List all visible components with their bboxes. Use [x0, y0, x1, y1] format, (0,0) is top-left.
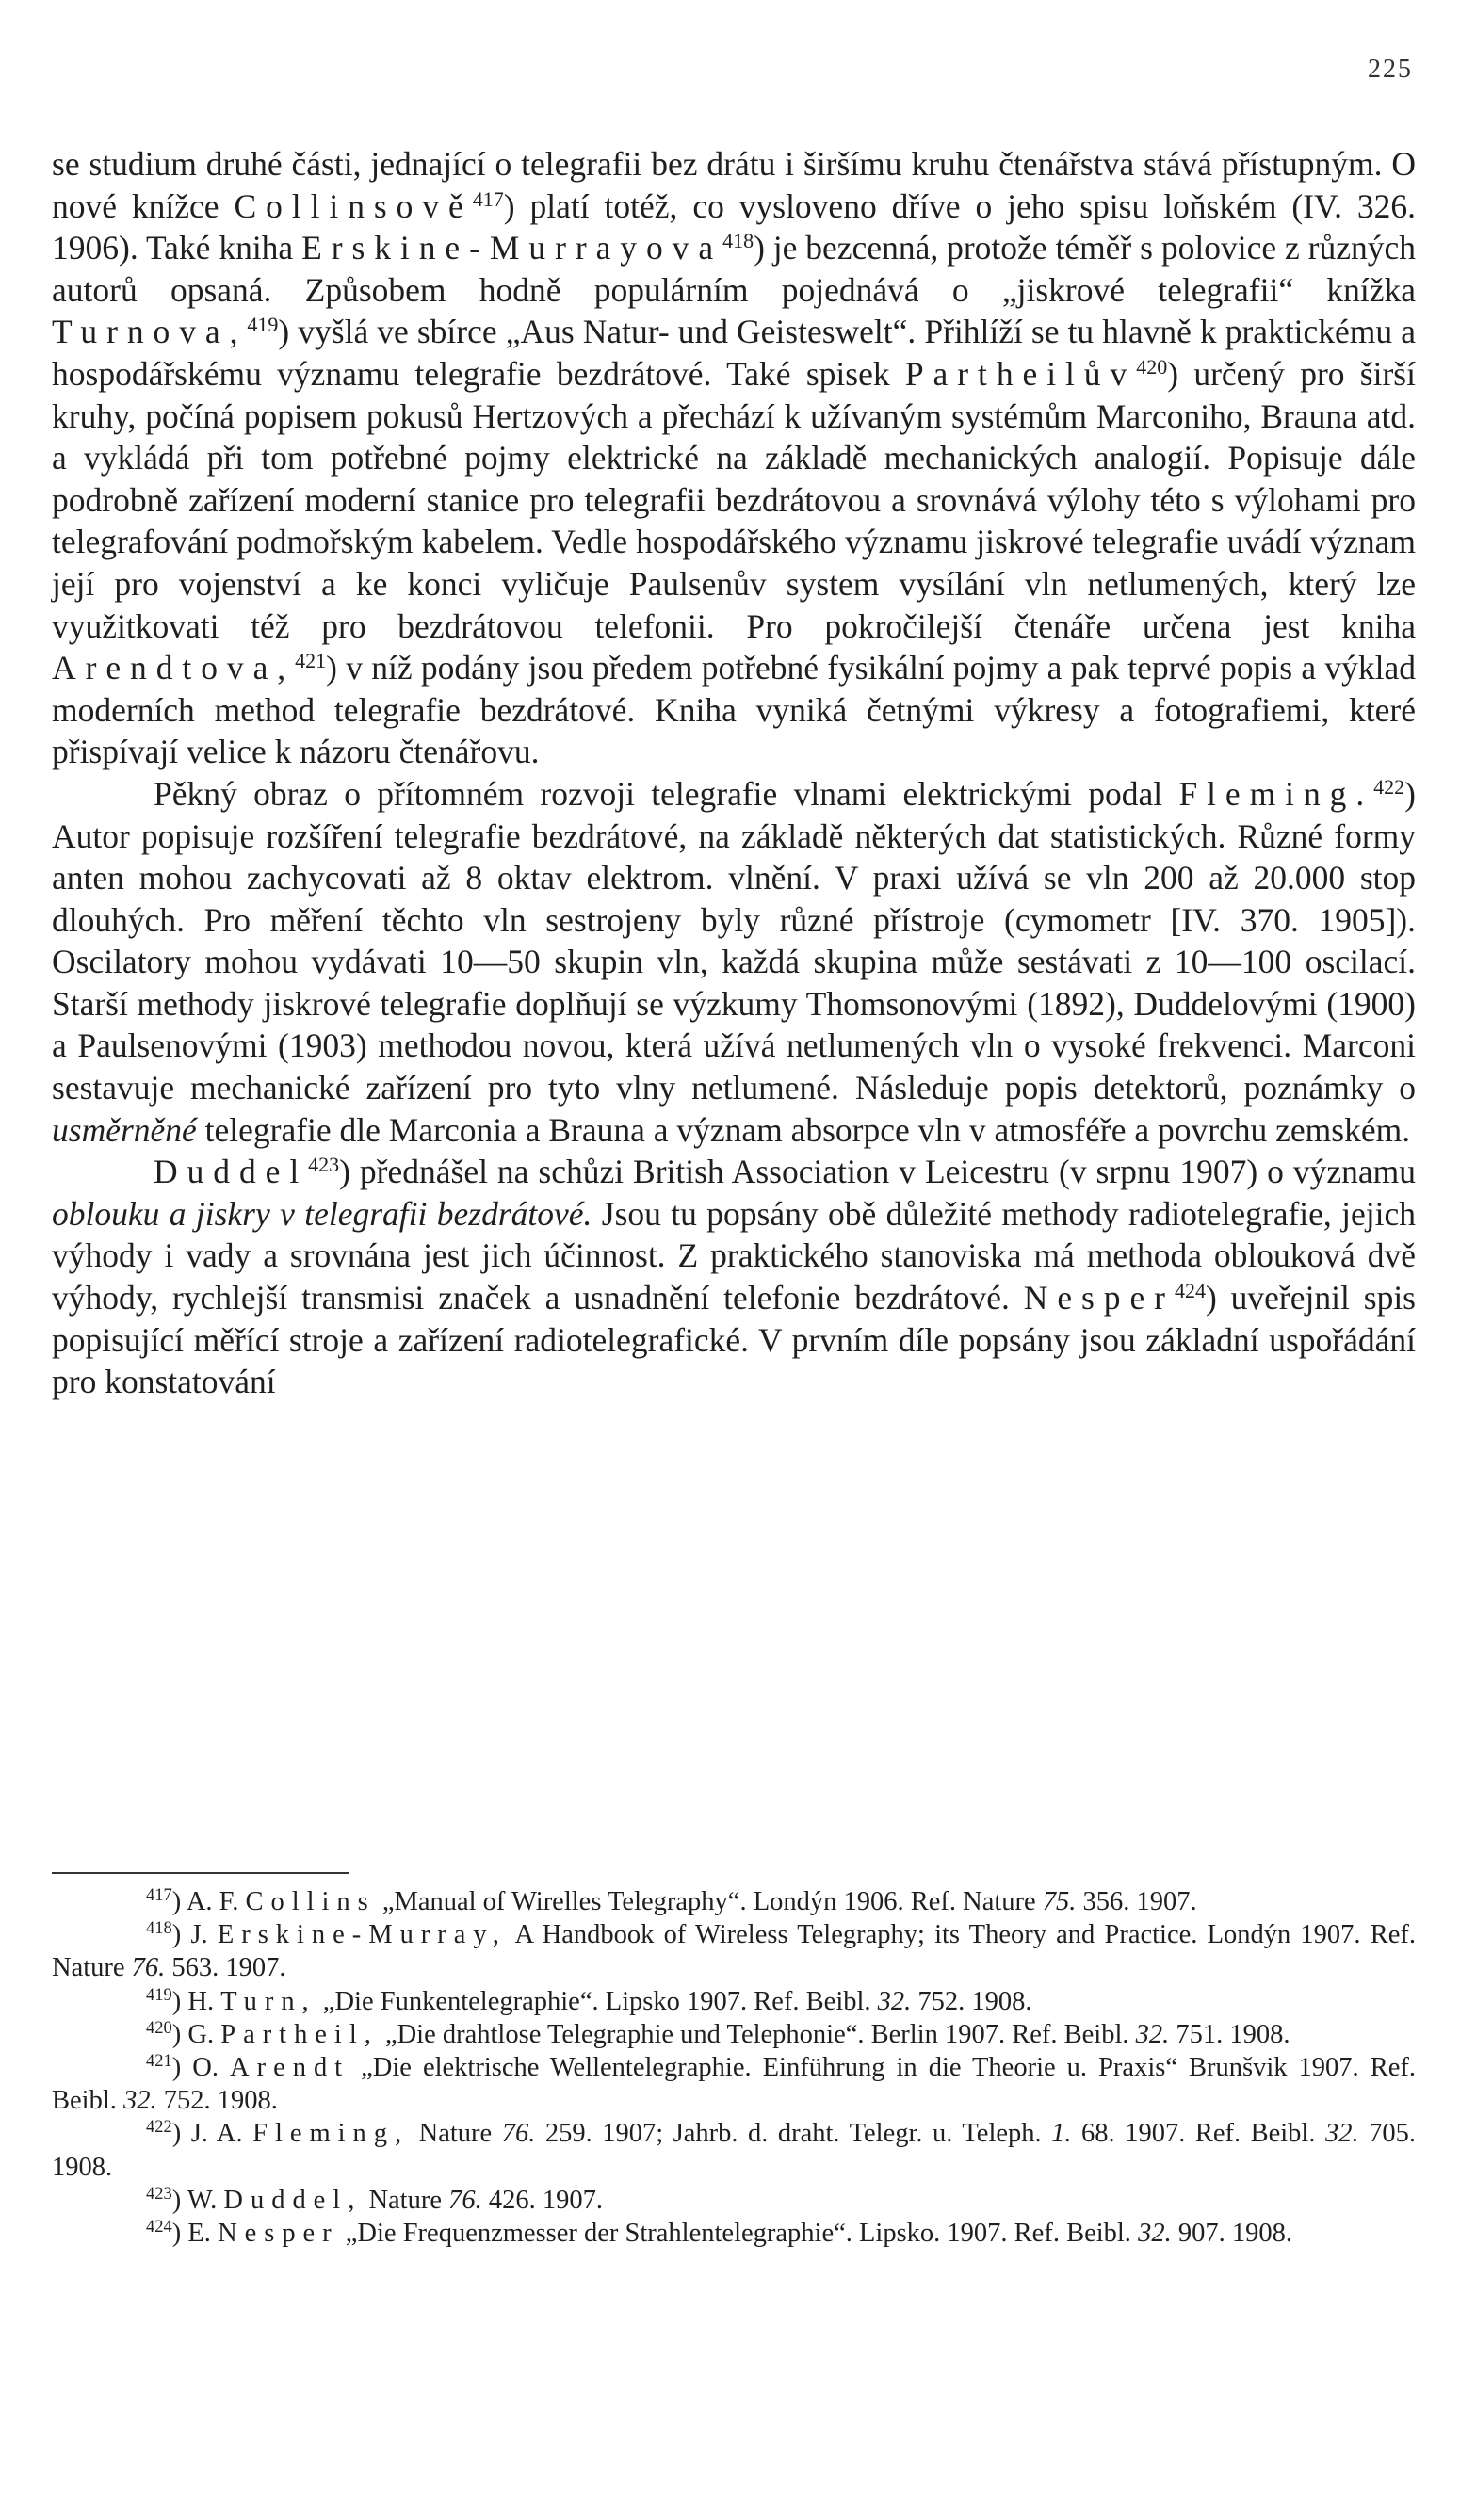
spaced-author-name: Fleming.: [1178, 774, 1374, 813]
main-text-body: [52, 143, 1416, 1403]
text-run: „Die Funkentelegraphie“. Lipsko 1907. Ref. Beibl.: [316, 1986, 878, 2016]
footnote-reference: 418: [722, 229, 754, 253]
text-run: ) Autor popisuje rozšíření telegrafie bezdrátové, na základě některých dat statistických. Různé formy anten mohou zachycovati až 8 oktav elektrom. vlnění. V praxi užívá se vln 200 až 20.000 stop dlouhých. Pro měření těchto vln sestrojeny byly různé přístroje (cymometr [IV. 370. 1905]). Oscilatory mohou vydávati 10—50 skupin vln, každá skupina může sestávati z 10—100 oscilací. Starší methody jiskrové telegrafie doplňují se výzkumy Thomsonovými (1892), Duddelovými (1900) a Paulsenovými (1903) methodou novou, která užívá netlumených vln o vysoké frekvenci. Marconi sestavuje mechanické zařízení pro tyto vlny netlumené. Následuje popis detektorů, poznámky o: [52, 774, 1416, 1107]
footnote-reference: 419: [146, 1984, 172, 2005]
text-run: A Handbook of Wireless Telegraphy; its Theory and Practice. Londýn 1907. Ref. Nature: [52, 1920, 1416, 1983]
spaced-author-name: Partheilův: [904, 354, 1137, 393]
text-run: ) přednášel na schůzi British Association v Leicestru (v srpnu 1907) o významu: [339, 1153, 1416, 1191]
text-run: ) určený pro širší kruhy, počíná popisem pokusů Hertzových a přechází k užívaným systémům Marconiho, Brauna atd. a vykládá při tom potřebné pojmy elektrické na základě mechanických analogií. Popisuje dále podrobně zařízení moderní stanice pro telegrafii bezdrátovou a srovnává výlohy této s výlohami pro telegrafování podmořským kabelem. Vedle hospodářského významu jiskrové telegrafie uvádí význam její pro vojenství a ke konci vyličuje Paulsenův system vysílání vln netlumených, který lze využitkovati též pro bezdrátovou telefonii. Pro pokročilejší čtenáře určena jest kniha: [52, 354, 1416, 645]
footnote-reference: 417: [146, 1884, 172, 1905]
text-run: ) uveřejnil spis popisující měřící stroje a zařízení radiotelegrafické. V prvním díle popsány jsou základní uspořádání pro konstatování: [52, 1279, 1416, 1401]
italic-text: 32.: [123, 2086, 157, 2116]
text-run: ) E.: [171, 2219, 219, 2249]
italic-text: 32.: [1135, 2019, 1170, 2049]
text-run: „Die drahtlose Telegraphie und Telephonie“. Berlin 1907. Ref. Beibl.: [378, 2019, 1136, 2049]
italic-text: 32.: [1325, 2119, 1359, 2149]
text-run: ) H.: [171, 1986, 221, 2016]
footnotes-section: [52, 1885, 1416, 2250]
footnote-reference: 421: [146, 2050, 172, 2071]
footnote-divider: [52, 1872, 349, 1874]
footnote-reference: 422: [1373, 774, 1405, 799]
footnote-reference: 423: [308, 1153, 340, 1177]
body-paragraph: [52, 1151, 1416, 1403]
text-run: 426. 1907.: [481, 2185, 603, 2215]
italic-text: 76.: [501, 2119, 536, 2149]
spaced-author-name: Erskine-Murrayova: [301, 229, 723, 267]
footnote: [52, 2184, 1416, 2217]
italic-text: 76.: [448, 2185, 482, 2215]
text-run: ) je bezcenná, protože téměř s polovice z různých autorů opsaná. Způsobem hodně populárním pojednává o „jiskrové telegrafii“ knížka: [52, 229, 1416, 309]
text-run: 907. 1908.: [1171, 2219, 1292, 2249]
spaced-author-name: Nesper: [218, 2219, 339, 2249]
text-run: Nature: [409, 2119, 502, 2149]
text-run: ) W.: [171, 2185, 224, 2215]
text-run: ) platí totéž, co vysloveno dříve o jeho spisu loňském (IV. 326. 1906). Také kniha: [52, 186, 1416, 267]
body-paragraph: [52, 143, 1416, 773]
spaced-author-name: Arendt: [230, 2053, 350, 2083]
text-run: 68. 1907. Ref. Beibl.: [1071, 2119, 1325, 2149]
text-run: 751. 1908.: [1169, 2019, 1290, 2049]
footnote: [52, 1918, 1416, 1984]
italic-text: oblouku a jiskry v telegrafii bezdrátové.: [52, 1194, 592, 1233]
text-run: „Die Frequenzmesser der Strahlentelegraphie“. Lipsko. 1907. Ref. Beibl.: [338, 2219, 1139, 2249]
text-run: ) O.: [171, 2053, 231, 2083]
italic-text: 76.: [131, 1953, 166, 1983]
body-paragraph: [52, 773, 1416, 1151]
italic-text: usměrněné: [52, 1110, 197, 1149]
spaced-author-name: Fleming,: [252, 2119, 410, 2149]
spaced-author-name: Nesper: [1023, 1279, 1175, 1317]
text-run: telegrafie dle Marconia a Brauna a význam absorpce vln v atmosféře a povrchu zemském.: [196, 1110, 1411, 1149]
text-run: 259. 1907; Jahrb. d. draht. Telegr. u. Teleph.: [535, 2119, 1052, 2149]
italic-text: 1.: [1051, 2119, 1072, 2149]
spaced-author-name: Turn,: [220, 1986, 316, 2016]
footnote-reference: 424: [146, 2216, 172, 2237]
text-run: „Die elektrische Wellentelegraphie. Einführung in die Theorie u. Praxis“ Brunšvik 1907. Ref. Beibl.: [52, 2053, 1416, 2116]
footnote-reference: 421: [295, 649, 327, 673]
italic-text: 32.: [877, 1986, 912, 2016]
footnote-reference: 424: [1174, 1278, 1206, 1302]
page-number: 225: [1368, 55, 1413, 84]
footnote-reference: 418: [146, 1918, 172, 1939]
text-run: ) J.: [171, 1920, 218, 1950]
spaced-author-name: Collinsově: [234, 186, 473, 225]
text-run: se studium druhé části, jednající o telegrafii bez drátu i širšímu kruhu čtenářstva stává přístupným. O nové knížce: [52, 145, 1416, 225]
footnote-reference: 422: [146, 2117, 172, 2138]
spaced-author-name: Erskine-Murray,: [217, 1920, 507, 1950]
footnote-reference: 417: [472, 186, 504, 211]
footnote: [52, 1885, 1416, 1918]
footnote-reference: 420: [146, 2017, 172, 2038]
spaced-author-name: Turnova,: [52, 313, 248, 351]
text-run: ) J. A.: [171, 2119, 253, 2149]
footnote-reference: 423: [146, 2183, 172, 2204]
spaced-author-name: Duddel,: [223, 2185, 363, 2215]
text-run: 356. 1907.: [1076, 1887, 1197, 1916]
italic-text: 75.: [1042, 1887, 1077, 1916]
text-run: „Manual of Wirelles Telegraphy“. Londýn 1906. Ref. Nature: [375, 1887, 1043, 1916]
text-run: Jsou tu popsány obě důležité methody radiotelegrafie, jejich výhody i vady a srovnána jest jich účinnost. Z praktického stanoviska má methoda oblouková dvě výhody, rychlejší transmisi značek a usnadnění telefonie bezdrátové.: [52, 1194, 1416, 1317]
italic-text: 32.: [1138, 2219, 1172, 2249]
footnote: [52, 2217, 1416, 2250]
footnote-reference: 419: [247, 313, 279, 337]
footnote: [52, 1985, 1416, 2018]
text-run: 752. 1908.: [911, 1986, 1032, 2016]
text-run: ) G.: [171, 2019, 221, 2049]
text-run: Nature: [362, 2185, 449, 2215]
text-run: ) vyšlá ve sbírce „Aus Natur- und Geisteswelt“. Přihlíží se tu hlavně k praktickému a hospodářskému významu telegrafie bezdrátové. Také spisek: [52, 313, 1416, 393]
spaced-author-name: Partheil,: [220, 2019, 379, 2049]
spaced-author-name: Collins: [245, 1887, 376, 1916]
footnote-reference: 420: [1136, 354, 1168, 379]
text-run: ) v níž podány jsou předem potřebné fysikální pojmy a pak teprvé popis a výklad moderních method telegrafie bezdrátové. Kniha vyniká četnými výkresy a fotografiemi, které přispívají velice k názoru čtenářovu.: [52, 649, 1416, 771]
footnote: [52, 2051, 1416, 2117]
spaced-author-name: Duddel: [154, 1153, 309, 1191]
spaced-author-name: Arendtova,: [52, 649, 296, 687]
text-run: Pěkný obraz o přítomném rozvoji telegrafie vlnami elektrickými podal: [154, 774, 1179, 813]
footnote: [52, 2018, 1416, 2051]
text-run: 563. 1907.: [165, 1953, 286, 1983]
text-run: 752. 1908.: [156, 2086, 278, 2116]
text-run: ) A. F.: [171, 1887, 246, 1916]
text-run: 705. 1908.: [52, 2119, 1417, 2182]
footnote: [52, 2117, 1416, 2183]
